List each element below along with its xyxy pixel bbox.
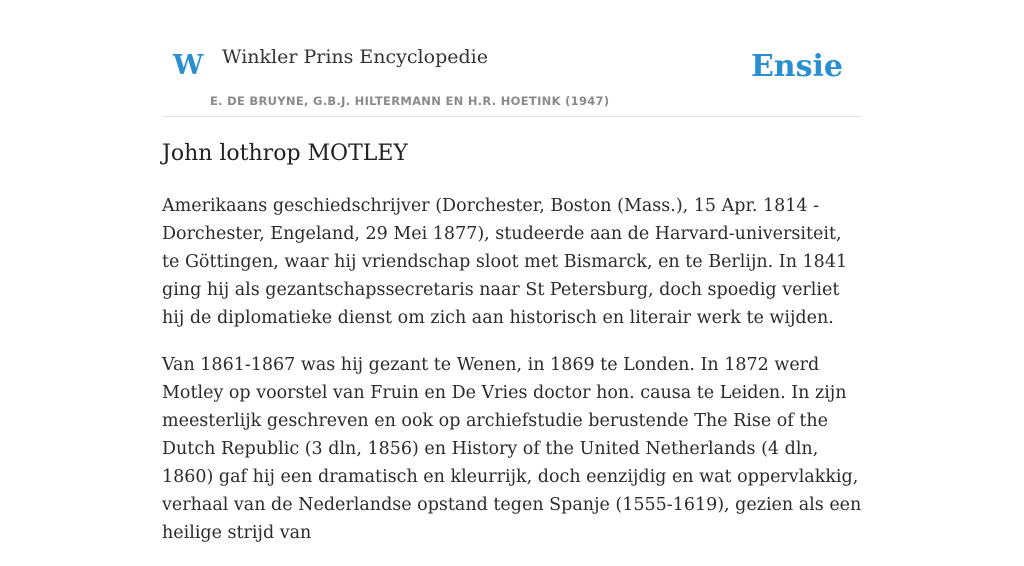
article-body: [162, 192, 862, 566]
article-paragraph-2: Van 1861-1867 was hij gezant te Wenen, in 1869 te Londen. In 1872 werd Motley op voorstel van Fruin en De Vries doctor hon. causa te Leiden. In zijn meesterlijk geschreven en ook op archiefstudie berustende The Rise of the Dutch Republic (3 dln, 1856) en History of the United Netherlands (4 dln, 1860) gaf hij een dramatisch en kleurrijk, doch eenzijdig en wat oppervlakkig, verhaal van de Nederlandse opstand tegen Spanje (1555-1619), gezien als een heilige strijd van: [162, 355, 862, 543]
article-paragraph-1: Amerikaans geschiedschrijver (Dorchester, Boston (Mass.), 15 Apr. 1814 - Dorchester, Engeland, 29 Mei 1877), studeerde aan de Harvard-universiteit, te Göttingen, waar hij vriendschap sloot met Bismarck, en te Berlijn. In 1841 ging hij als gezantschapssecretaris naar St Petersburg, doch spoedig verliet hij de diplomatieke dienst om zich aan historisch en literair werk te wijden.: [162, 196, 848, 328]
source-header: [162, 0, 862, 117]
article-title: John lothrop MOTLEY: [162, 141, 408, 166]
ensie-logo-link[interactable]: Ensie: [750, 49, 843, 84]
source-logo-icon[interactable]: W: [173, 50, 204, 81]
source-authors: E. DE BRUYNE, G.B.J. HILTERMANN EN H.R. HOETINK (1947): [210, 94, 610, 108]
source-title-link[interactable]: Winkler Prins Encyclopedie: [222, 46, 488, 68]
